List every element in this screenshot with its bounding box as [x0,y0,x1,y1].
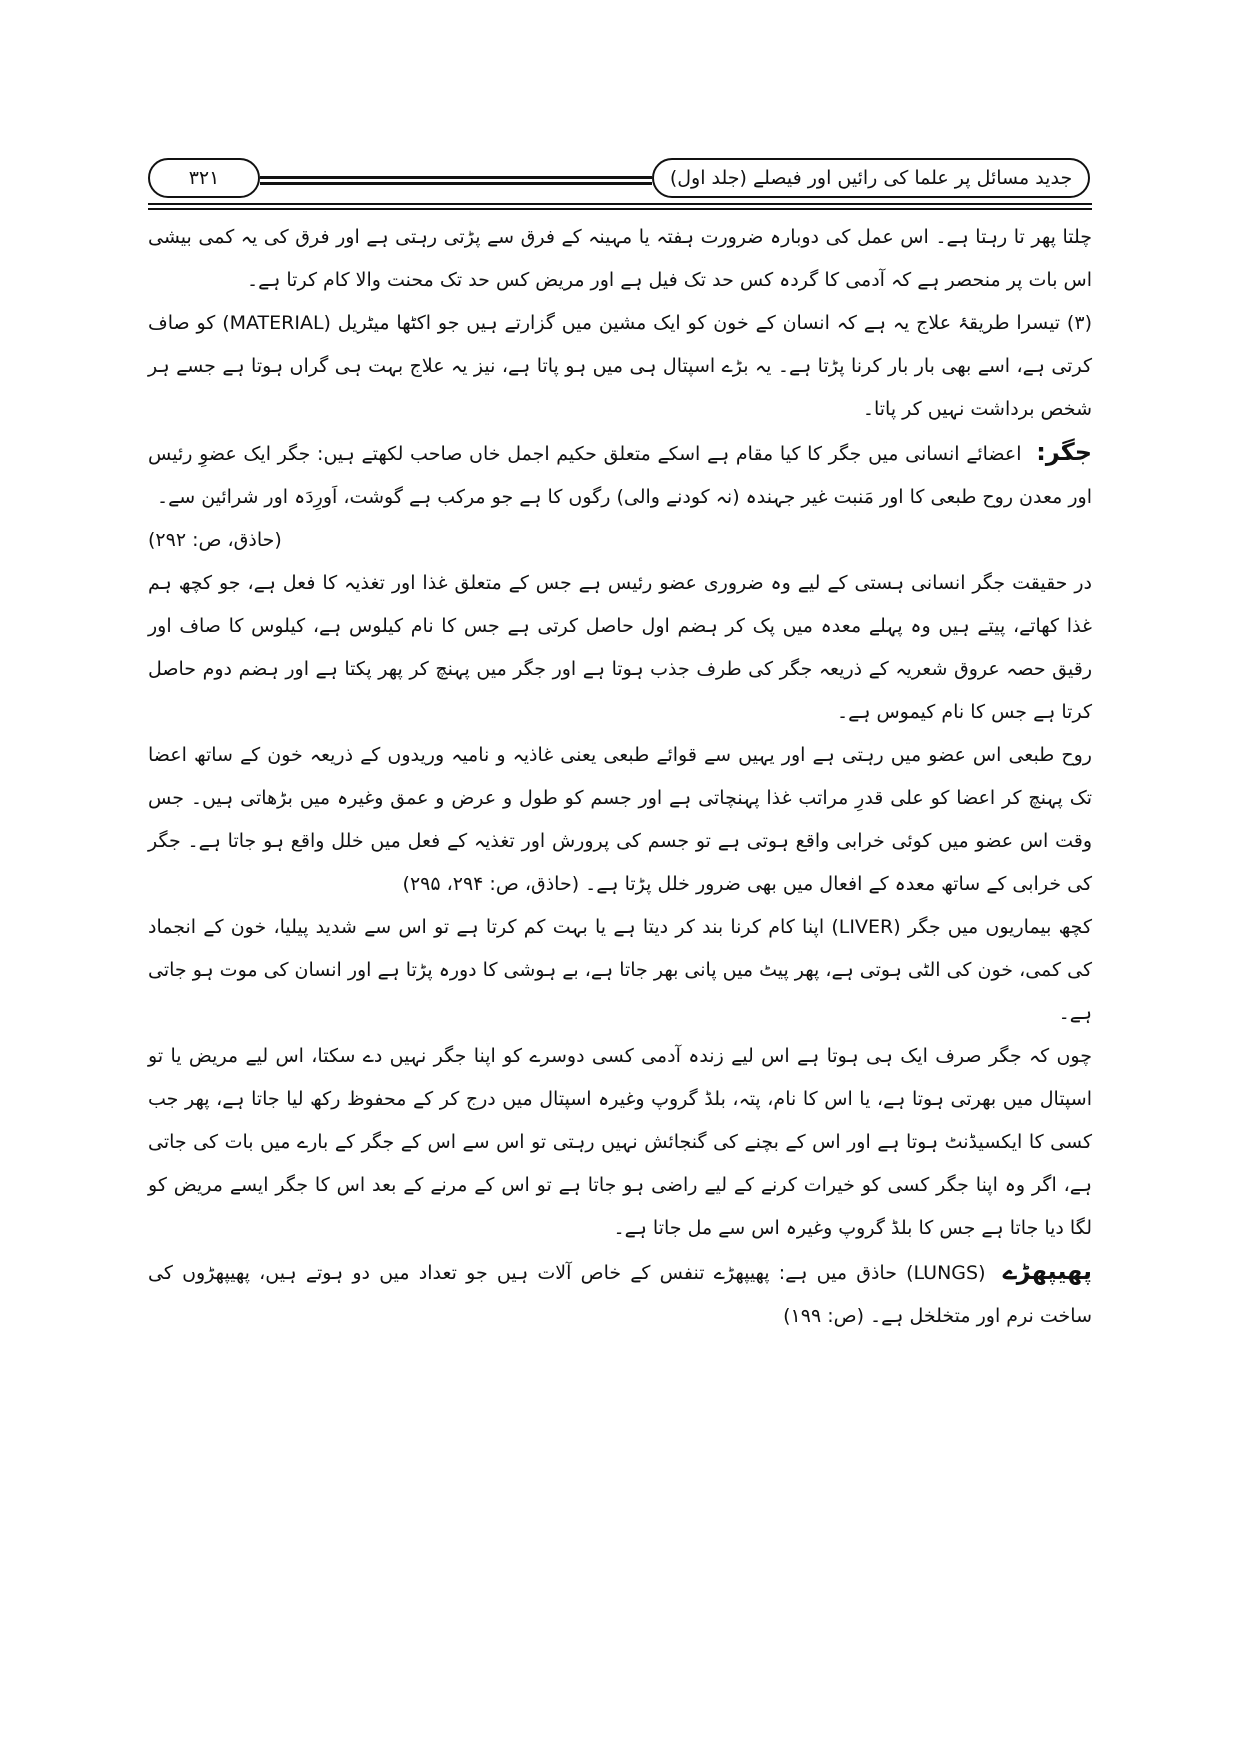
text-line: ایکسیڈنٹ ہوتا ہے اور اس کے بچنے کی گنجائش نہیں رہتی تو اس سے اس کے جگر کے بارے میں بات کی جاتی ہے، اگر وہ اپنا [148,1131,1092,1196]
text-line: کوئی خرابی واقع ہوتی ہے تو جسم کی پرورش اور تغذیہ کے فعل میں خلل واقع ہو جاتا ہے۔ جگر کی خرابی کے ساتھ معدہ کے [148,830,1092,895]
page-number-box [148,158,260,198]
page-number: ۳۲۱ [188,167,220,189]
text-line: کو صاف کرتی ہے، اسے بھی بار بار کرنا پڑتا ہے۔ یہ بڑے اسپتال ہی میں ہو پاتا ہے، نیز یہ علاج بہت ہی گراں ہوتا ہے جسے [148,312,1092,377]
text-line: معدن روح طبعی کا اور مَنبت غیر جہندہ (نہ کودنے والی) رگوں کا ہے جو مرکب ہے گوشت، اَورِدَہ اور شرائین سے۔ [156,486,1063,508]
text-line: چلتا پھر تا رہتا ہے۔ اس عمل کی دوبارہ ضرورت ہفتہ یا مہینہ کے فرق سے پڑتی رہتی ہے اور فرق کی یہ کمی بیشی اس بات پر [148,226,1092,291]
paragraph [148,1035,1092,1250]
text-line: در حقیقت جگر انسانی ہستی کے لیے وہ ضروری عضو رئیس ہے جس کے متعلق غذا اور تغذیہ کا فعل ہے، جو کچھ ہم غذا [148,572,1092,637]
lungs-paragraph [148,1250,1092,1338]
book-title: جدید مسائل پر علما کی رائیں اور فیصلے (جلد اول) [669,167,1073,189]
header-rule [148,203,1092,205]
text-line: کی کمی، خون کی الٹی ہوتی ہے، پھر پیٹ میں پانی بھر جاتا ہے، بے ہوشی کا دورہ پڑتا ہے اور انسان کی موت ہو جاتی ہے۔ [148,959,1092,1024]
text-line: اعضائے انسانی میں جگر کا کیا مقام ہے اسکے متعلق حکیم اجمل خاں صاحب لکھتے ہیں: جگر ایک عضوِ رئیس اور [148,443,1092,508]
body-text [148,216,1092,1338]
text-line: گروپ وغیرہ اس سے مل جاتا ہے۔ [613,1217,885,1239]
text-line: پھیپھڑوں کی ساخت نرم اور متخلخل ہے۔ (ص: ۱۹۹) [148,1262,1092,1327]
text-line: کچھ بیماریوں میں جگر (LIVER) اپنا کام کرنا بند کر دیتا ہے یا بہت کم کرتا ہے تو اس سے شدید پیلیا، خون کے انجماد [148,916,1092,938]
text-line: (۳) تیسرا طریقۂ علاج یہ ہے کہ انسان کے خون کو ایک مشین میں گزارتے ہیں جو اکٹھا میٹریل (MATERIAL) [222,312,1092,334]
book-title-box [652,158,1090,198]
text-line: ہر شخص برداشت نہیں کر پاتا۔ [148,355,1092,420]
paragraph [148,906,1092,1035]
lungs-heading: پھیپھڑے [1002,1257,1093,1285]
text-line: (LUNGS) حاذق میں ہے: پھیپھڑے تنفس کے خاص آلات ہیں جو تعداد میں دو ہوتے ہیں، [259,1262,986,1284]
text-line: روح طبعی اس عضو میں رہتی ہے اور یہیں سے قوائے طبعی یعنی غاذیہ و نامیہ وریدوں کے ذریعہ خون کے ساتھ اعضا [148,744,1092,766]
text-line: کھاتے، پیتے ہیں وہ پہلے معدہ میں پک کر ہضم اول حاصل کرتی ہے جس کا نام کیلوس ہے، کیلوس کا صاف اور رقیق حصہ [148,615,1092,680]
text-line: منحصر ہے کہ آدمی کا گردہ کس حد تک فیل ہے اور مریض کس حد تک محنت والا کام کرتا ہے۔ [246,269,1001,291]
liver-heading: جگر: [1036,438,1092,466]
text-line: عروق شعریہ کے ذریعہ جگر کی طرف جذب ہوتا ہے اور جگر میں پہنچ کر پھر پکتا ہے اور ہضم دوم حاصل کرتا ہے جس کا نام [148,658,1092,723]
liver-paragraph [148,431,1092,519]
citation [148,519,1092,562]
header-divider [260,182,652,185]
header-divider [260,176,652,179]
paragraph [148,562,1092,734]
text-line: اسپتال میں بھرتی ہوتا ہے، یا اس کا نام، پتہ، بلڈ گروپ وغیرہ اسپتال میں درج کر کے محفوظ رکھ لیا جاتا ہے، پھر جب کسی کا [148,1088,1092,1153]
paragraph [148,216,1092,302]
paragraph [148,734,1092,906]
header-rule [148,208,1092,210]
text-line: افعال میں بھی ضرور خلل پڑتا ہے۔ (حاذق، ص: ۲۹۴، ۲۹۵) [402,873,863,895]
citation-text: (حاذق، ص: ۲۹۲) [148,529,282,551]
paragraph [148,302,1092,431]
text-line: تک پہنچ کر اعضا کو علی قدرِ مراتب غذا پہنچاتی ہے اور جسم کو طول و عرض و عمق وغیرہ میں بڑھاتی ہیں۔ جس وقت اس عضو میں [148,787,1092,852]
text-line: کیموس ہے۔ [837,701,936,723]
text-line: چوں کہ جگر صرف ایک ہی ہوتا ہے اس لیے زندہ آدمی کسی دوسرے کو اپنا جگر نہیں دے سکتا، اس لیے مریض یا تو [148,1045,1092,1067]
text-line: جگر کسی کو خیرات کرنے کے لیے راضی ہو جاتا ہے تو اس کے مرنے کے بعد اس کا جگر ایسے مریض کو لگا دیا جاتا ہے جس کا بلڈ [148,1174,1092,1239]
